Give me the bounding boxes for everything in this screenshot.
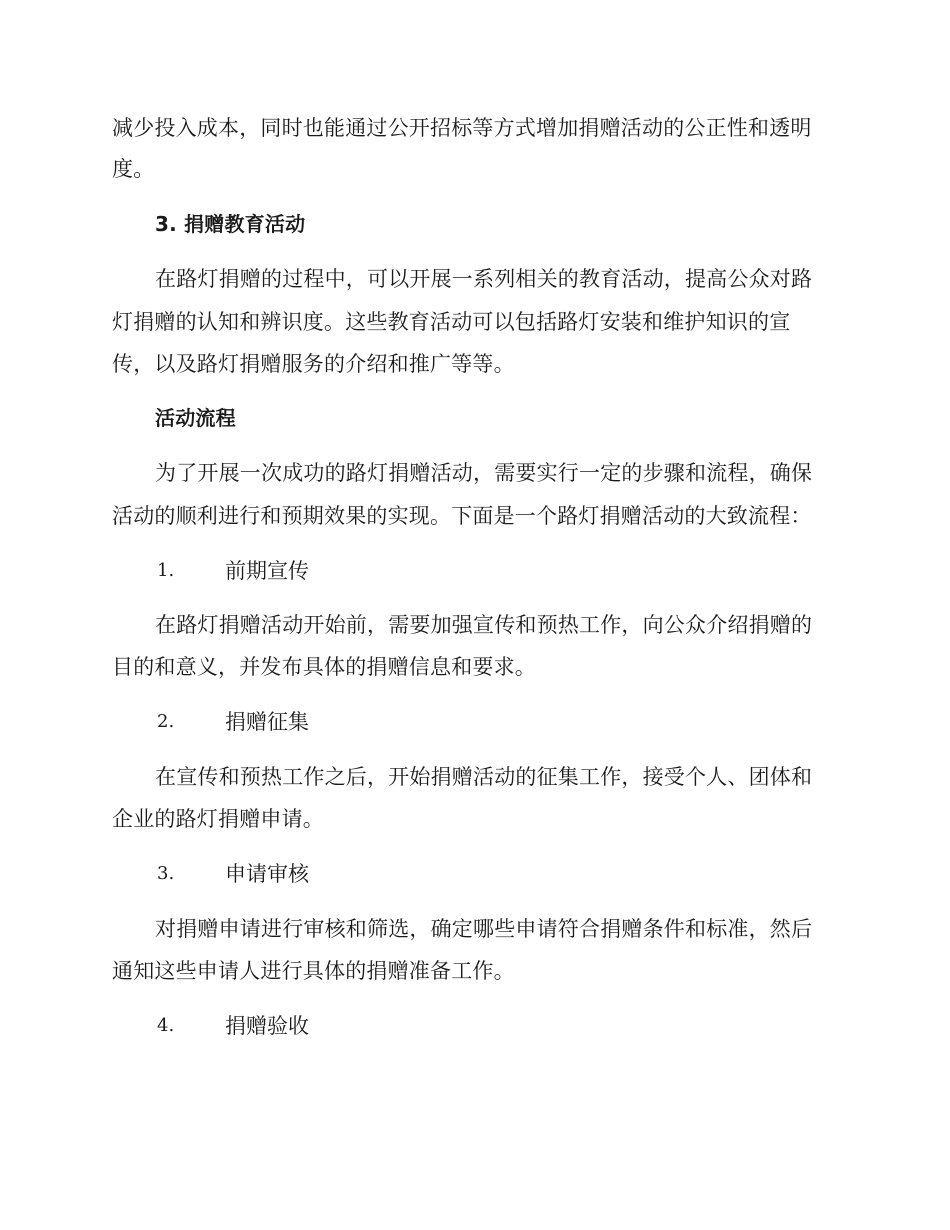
- paragraph-line: 减少投入成本，同时也能通过公开招标等方式增加捐赠活动的公正性和透明: [112, 116, 812, 140]
- step-number: 2.: [157, 711, 175, 732]
- paragraph-line: 在路灯捐赠的过程中，可以开展一系列相关的教育活动，提高公众对路: [155, 267, 813, 291]
- step-number: 1.: [157, 560, 175, 581]
- paragraph-line: 对捐赠申请进行审核和筛选，确定哪些申请符合捐赠条件和标准，然后: [155, 917, 813, 941]
- step-title: 申请审核: [225, 862, 309, 886]
- step-number: 4.: [157, 1015, 175, 1036]
- step-title: 捐赠征集: [225, 710, 309, 734]
- paragraph-line: 在宣传和预热工作之后，开始捐赠活动的征集工作，接受个人、团体和: [155, 765, 813, 789]
- paragraph-line: 企业的路灯捐赠申请。: [112, 807, 324, 831]
- step-number: 3.: [157, 863, 175, 884]
- paragraph-line: 目的和意义，并发布具体的捐赠信息和要求。: [112, 655, 536, 679]
- paragraph-line: 活动的顺利进行和预期效果的实现。下面是一个路灯捐赠活动的大致流程：: [112, 504, 812, 528]
- paragraph-line: 传，以及路灯捐赠服务的介绍和推广等等。: [112, 352, 515, 376]
- section-heading: 3. 捐赠教育活动: [155, 212, 306, 236]
- paragraph-line: 度。: [112, 157, 155, 181]
- step-title: 前期宣传: [225, 559, 309, 583]
- paragraph-line: 通知这些申请人进行具体的捐赠准备工作。: [112, 959, 515, 983]
- section-heading: 活动流程: [155, 406, 236, 430]
- step-title: 捐赠验收: [225, 1014, 309, 1038]
- paragraph-line: 为了开展一次成功的路灯捐赠活动，需要实行一定的步骤和流程，确保: [155, 461, 813, 485]
- paragraph-line: 在路灯捐赠活动开始前，需要加强宣传和预热工作，向公众介绍捐赠的: [155, 613, 813, 637]
- paragraph-line: 灯捐赠的认知和辨识度。这些教育活动可以包括路灯安装和维护知识的宣: [112, 310, 791, 334]
